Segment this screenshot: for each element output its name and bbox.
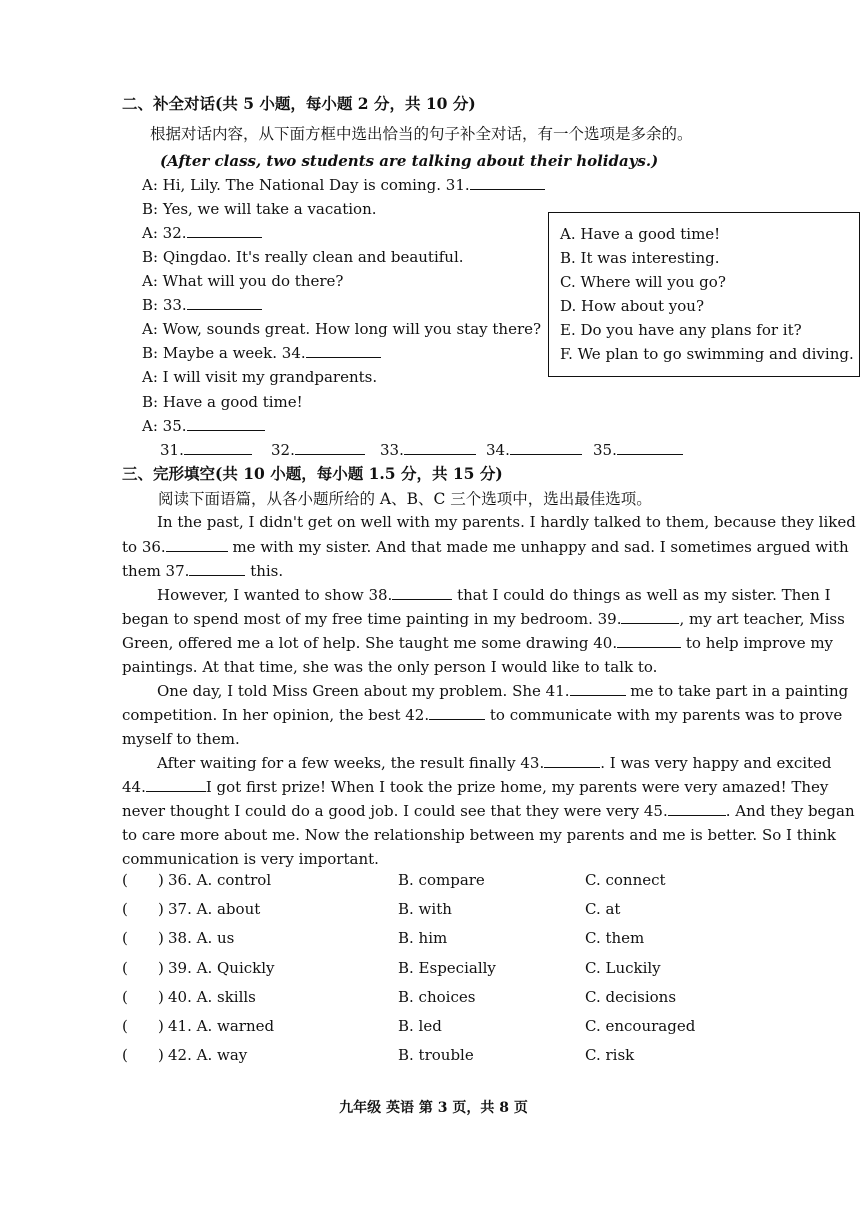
answer-paren-close: ): [158, 900, 164, 918]
dialogue-line: A: 35.: [142, 416, 265, 436]
answer-blank[interactable]: [621, 609, 679, 624]
passage-line: In the past, I didn't get on well with my parents. I hardly talked to them, because they liked: [157, 513, 856, 531]
option-a: 39. A. Quickly: [168, 959, 275, 977]
answer-paren-close: ): [158, 929, 164, 947]
dialogue-line: B: 33.: [142, 295, 262, 315]
option-a: 38. A. us: [168, 929, 235, 947]
option-a: 40. A. skills: [168, 988, 256, 1006]
answer-paren-open[interactable]: (: [122, 1017, 128, 1035]
answer-33: 33.: [380, 440, 476, 460]
answer-paren-open[interactable]: (: [122, 871, 128, 889]
option-c: C. connect: [585, 871, 666, 889]
answer-paren-close: ): [158, 1017, 164, 1035]
section2-context: (After class, two students are talking about their holidays.): [160, 152, 659, 170]
dialogue-line: A: Hi, Lily. The National Day is coming. 31.: [142, 175, 545, 195]
option-item: E. Do you have any plans for it?: [560, 321, 802, 339]
answer-35: 35.: [593, 440, 683, 460]
option-a: 36. A. control: [168, 871, 272, 889]
option-a: 41. A. warned: [168, 1017, 275, 1035]
option-c: C. Luckily: [585, 959, 661, 977]
answer-blank[interactable]: [187, 295, 262, 310]
passage-line: never thought I could do a good job. I could see that they were very 45. . And they began: [122, 802, 855, 820]
answer-blank[interactable]: [187, 223, 262, 238]
answer-paren-open[interactable]: (: [122, 1046, 128, 1064]
answer-paren-close: ): [158, 988, 164, 1006]
passage-line: paintings. At that time, she was the only person I would like to talk to.: [122, 658, 658, 676]
answer-blank[interactable]: [510, 440, 582, 455]
passage-line: began to spend most of my free time painting in my bedroom. 39. , my art teacher, Miss: [122, 610, 845, 628]
answer-blank[interactable]: [295, 440, 365, 455]
answer-blank[interactable]: [187, 416, 265, 431]
answer-34: 34.: [486, 440, 582, 460]
dialogue-line: B: Have a good time!: [142, 393, 303, 411]
option-c: C. encouraged: [585, 1017, 696, 1035]
answer-blank[interactable]: [617, 633, 681, 648]
answer-blank[interactable]: [166, 537, 228, 552]
answer-blank[interactable]: [184, 440, 252, 455]
option-item: B. It was interesting.: [560, 249, 720, 267]
passage-line: After waiting for a few weeks, the result finally 43. . I was very happy and excited: [157, 754, 832, 772]
page-footer: 九年级 英语 第 3 页，共 8 页: [339, 1100, 528, 1116]
answer-paren-close: ): [158, 871, 164, 889]
option-b: B. compare: [398, 871, 485, 889]
option-a: 37. A. about: [168, 900, 261, 918]
dialogue-line: B: Yes, we will take a vacation.: [142, 200, 377, 218]
section3-title: 三、完形填空(共 10 小题，每小题 1.5 分，共 15 分): [122, 464, 503, 483]
passage-line: 44. I got first prize! When I took the prize home, my parents were very amazed! They: [122, 778, 829, 796]
answer-31: 31.: [160, 440, 252, 460]
dialogue-line: B: Qingdao. It's really clean and beautiful.: [142, 248, 464, 266]
passage-line: myself to them.: [122, 730, 240, 748]
option-c: C. risk: [585, 1046, 635, 1064]
dialogue-line: A: Wow, sounds great. How long will you stay there?: [142, 320, 542, 338]
answer-blank[interactable]: [404, 440, 476, 455]
passage-line: them 37. this.: [122, 562, 284, 580]
option-a: 42. A. way: [168, 1046, 248, 1064]
answer-blank[interactable]: [470, 175, 545, 190]
dialogue-line: A: 32.: [142, 223, 262, 243]
passage-line: However, I wanted to show 38. that I could do things as well as my sister. Then I: [157, 586, 831, 604]
option-c: C. them: [585, 929, 645, 947]
option-b: B. trouble: [398, 1046, 474, 1064]
option-item: D. How about you?: [560, 297, 704, 315]
answer-paren-open[interactable]: (: [122, 929, 128, 947]
answer-blank[interactable]: [392, 585, 452, 600]
option-b: B. with: [398, 900, 452, 918]
passage-line: to 36. me with my sister. And that made me unhappy and sad. I sometimes argued with: [122, 538, 849, 556]
option-b: B. Especially: [398, 959, 496, 977]
option-b: B. led: [398, 1017, 442, 1035]
passage-line: One day, I told Miss Green about my problem. She 41. me to take part in a painting: [157, 682, 849, 700]
passage-line: Green, offered me a lot of help. She taught me some drawing 40. to help improve my: [122, 634, 834, 652]
answer-paren-open[interactable]: (: [122, 959, 128, 977]
answer-blank[interactable]: [429, 705, 485, 720]
dialogue-line: A: I will visit my grandparents.: [142, 368, 378, 386]
options-box: [548, 212, 860, 377]
answer-paren-open[interactable]: (: [122, 988, 128, 1006]
option-c: C. at: [585, 900, 621, 918]
passage-line: to care more about me. Now the relationship between my parents and me is better. So I think: [122, 826, 836, 844]
section3-instruction: 阅读下面语篇，从各小题所给的 A、B、C 三个选项中，选出最佳选项。: [158, 490, 652, 508]
answer-blank[interactable]: [146, 777, 206, 792]
answer-blank[interactable]: [544, 753, 600, 768]
dialogue-line: B: Maybe a week. 34.: [142, 343, 381, 363]
passage-line: competition. In her opinion, the best 42. to communicate with my parents was to prove: [122, 706, 843, 724]
option-item: C. Where will you go?: [560, 273, 726, 291]
option-b: B. him: [398, 929, 448, 947]
answer-blank[interactable]: [306, 343, 381, 358]
answer-blank[interactable]: [668, 801, 726, 816]
section2-title: 二、补全对话(共 5 小题，每小题 2 分，共 10 分): [122, 94, 476, 113]
section2-instruction: 根据对话内容，从下面方框中选出恰当的句子补全对话，有一个选项是多余的。: [150, 125, 693, 143]
option-item: A. Have a good time!: [560, 225, 721, 243]
answer-paren-open[interactable]: (: [122, 900, 128, 918]
answer-32: 32.: [271, 440, 365, 460]
passage-line: communication is very important.: [122, 850, 379, 868]
option-c: C. decisions: [585, 988, 677, 1006]
dialogue-line: A: What will you do there?: [142, 272, 344, 290]
option-item: F. We plan to go swimming and diving.: [560, 345, 854, 363]
answer-paren-close: ): [158, 1046, 164, 1064]
answer-blank[interactable]: [570, 681, 626, 696]
option-b: B. choices: [398, 988, 476, 1006]
answer-paren-close: ): [158, 959, 164, 977]
answer-blank[interactable]: [189, 561, 245, 576]
answer-blank[interactable]: [617, 440, 683, 455]
